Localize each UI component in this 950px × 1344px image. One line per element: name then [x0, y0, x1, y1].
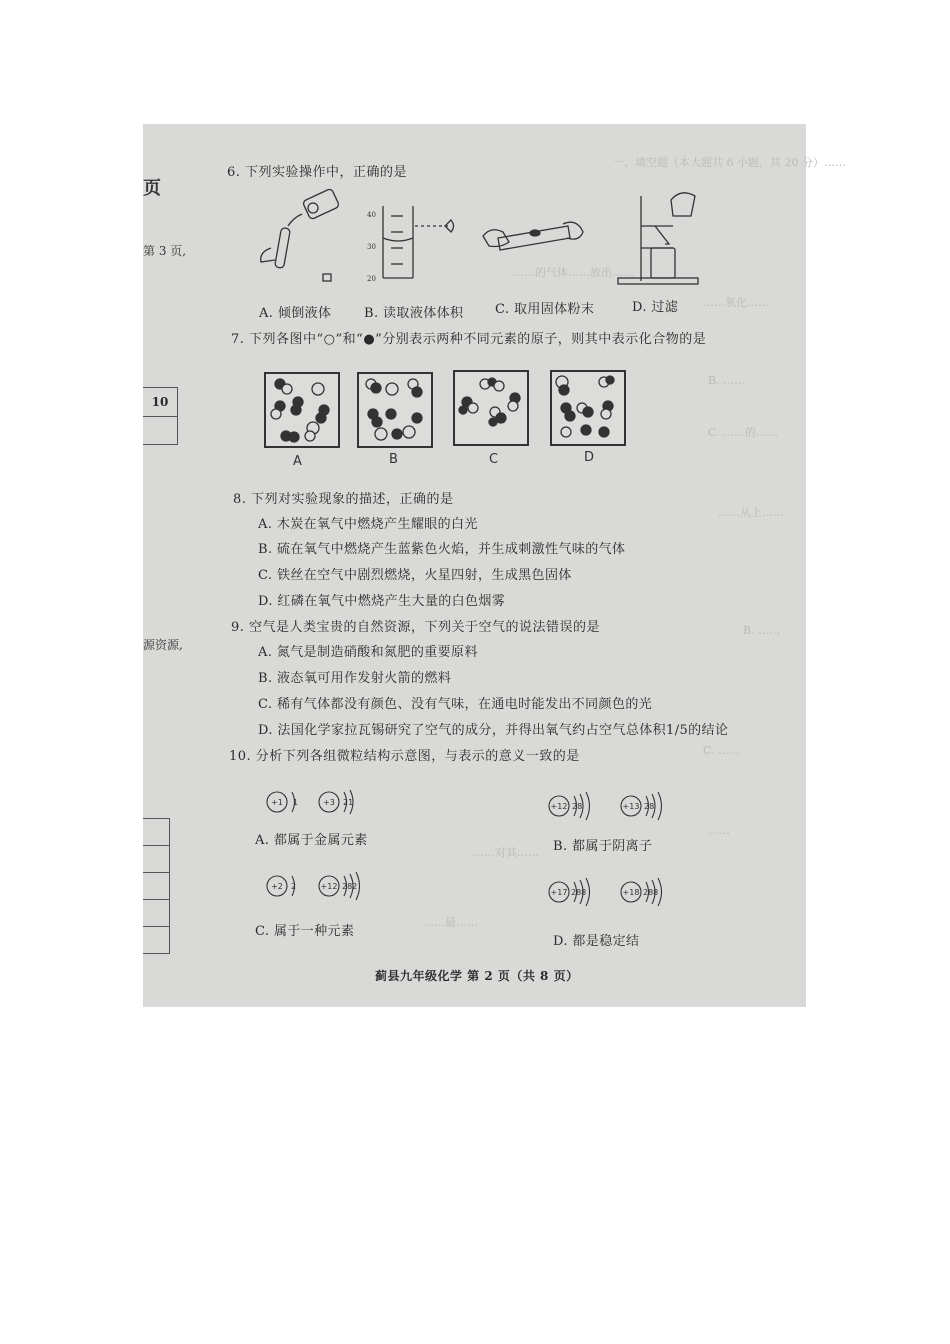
q7-label-c: C: [489, 452, 499, 467]
cylinder-mark: 20: [367, 275, 376, 283]
edge-fragment: 第 3 页,: [143, 244, 187, 258]
question-10-option-b: B. 都属于阴离子: [553, 839, 653, 854]
question-9-option-d: D. 法国化学家拉瓦锡研究了空气的成分，并得出氧气约占空气总体积1/5的结论: [258, 723, 729, 738]
question-9-option-b: B. 液态氧可用作发射火箭的燃料: [258, 671, 452, 686]
molecule-diagram-d: [552, 372, 624, 444]
atom-nucleus: +12: [320, 882, 338, 891]
atom-electrons: 28: [644, 802, 655, 811]
q10-atomic-structure-diagrams: [253, 784, 743, 914]
question-9-option-a: A. 氮气是制造硝酸和氮肥的重要原料: [258, 645, 478, 660]
question-9-stem: 9. 空气是人类宝贵的自然资源，下列关于空气的说法错误的是: [231, 620, 601, 635]
atom-electrons: 21: [343, 798, 354, 807]
atom-nucleus: +17: [550, 888, 568, 897]
question-7-stem: 7. 下列各图中“○”和“●”分别表示两种不同元素的原子，则其中表示化合物的是: [231, 332, 707, 347]
photographed-exam-page: 一、填空题（本大题共 6 小题，共 20 分）…… ……的气体……放出…… ……氧化…… B. …… C. ……的…… ……从上…… B. …… C. …… …… ……对其…… ……最…… 页 第 3 页, 10 源资源, 6. 下列实验操作中，正确的是 40 30 20 A. 倾倒液体 B. 读取液体体积 C. 取用固体粉末 D. 过滤 7. 下列各图中“○”和“●”分别表示两种不同元素的原子，则其中表示化合物的是 A B C D 8. 下列对实验现象的描述，正确的是 A. 木炭在氧气中燃烧产生耀眼的白光 B. 硫在氧气中燃烧产生蓝紫色火焰，并生成刺激性气味的气体 C. 铁丝在空气中剧烈燃烧，火星四射，生成黑色固体 D. 红磷在氧气中燃烧产生大量的白色烟雾 9. 空气是人类宝贵的自然资源，下列关于空气的说法错误的是 A. 氮气是制造硝酸和氮肥的重要原料 B. 液态氧可用作发射火箭的燃料 C. 稀有气体都没有颜色、没有气味，在通电时能发出不同颜色的光 D. 法国化学家拉瓦锡研究了空气的成分，并得出氧气约占空气总体积1/5的结论 10. 分析下列各组微粒结构示意图，与表示的意义一致的是 +1 1 +3 21 +12 28 +13 28 +2 2 +12 282 +17 288 +18 288 A. 都属于金属元素 B. 都属于阴离子 C. 属于一种元素 D. 都是稳定结 蓟县九年级化学 第 2 页（共 8 页）: [143, 124, 806, 1007]
question-6-option-d: D. 过滤: [632, 300, 679, 315]
question-8-option-d: D. 红磷在氧气中燃烧产生大量的白色烟雾: [258, 594, 506, 609]
question-10-stem: 10. 分析下列各组微粒结构示意图，与表示的意义一致的是: [229, 749, 580, 764]
q7-figure-a: [264, 372, 340, 448]
atom-nucleus: +13: [622, 802, 640, 811]
powder-sampling-illustration: [483, 222, 583, 250]
score-cell: 10: [143, 388, 177, 417]
question-6-option-c: C. 取用固体粉末: [495, 302, 595, 317]
question-9-option-c: C. 稀有气体都没有颜色、没有气味，在通电时能发出不同颜色的光: [258, 697, 653, 712]
question-10-option-d: D. 都是稳定结: [553, 934, 640, 949]
cylinder-mark: 40: [367, 211, 376, 219]
atom-electrons: 288: [643, 888, 659, 897]
atom-nucleus: +1: [271, 798, 283, 807]
pouring-liquid-illustration: [261, 188, 340, 281]
q7-figure-d: [550, 370, 626, 446]
atom-electrons: 282: [342, 882, 358, 891]
question-6-stem: 6. 下列实验操作中，正确的是: [227, 165, 408, 180]
molecule-diagram-c: [455, 372, 527, 444]
edge-fragment: 页: [143, 178, 161, 199]
filtration-illustration: [618, 193, 698, 284]
question-8-stem: 8. 下列对实验现象的描述，正确的是: [233, 492, 454, 507]
question-10-option-c: C. 属于一种元素: [255, 924, 355, 939]
atom-nucleus: +18: [622, 888, 640, 897]
atom-nucleus: +3: [323, 798, 335, 807]
question-8-option-b: B. 硫在氧气中燃烧产生蓝紫色火焰，并生成刺激性气味的气体: [258, 542, 626, 557]
atom-electrons: 2: [291, 882, 297, 891]
atom-nucleus: +2: [271, 882, 283, 891]
cylinder-mark: 30: [367, 243, 376, 251]
q7-figure-c: [453, 370, 529, 446]
edge-fragment: 源资源,: [143, 638, 183, 652]
question-8-option-c: C. 铁丝在空气中剧烈燃烧，火星四射，生成黑色固体: [258, 568, 572, 583]
q7-label-a: A: [293, 454, 302, 469]
molecule-diagram-b: [359, 374, 431, 446]
q7-label-d: D: [584, 450, 595, 465]
grading-table-fragment: [143, 818, 170, 954]
question-6-option-a: A. 倾倒液体: [259, 306, 332, 321]
graduated-cylinder-illustration: [383, 206, 454, 278]
atom-electrons: 288: [571, 888, 587, 897]
score-table-fragment: [143, 387, 178, 445]
question-10-option-a: A. 都属于金属元素: [255, 833, 368, 848]
atom-nucleus: +12: [550, 802, 568, 811]
atom-electrons: 28: [572, 802, 583, 811]
atom-electrons: 1: [293, 798, 299, 807]
q7-label-b: B: [389, 452, 398, 467]
molecule-diagram-a: [266, 374, 338, 446]
q6-apparatus-illustrations: [243, 186, 713, 286]
page-footer: 蓟县九年级化学 第 2 页（共 8 页）: [375, 969, 579, 983]
question-8-option-a: A. 木炭在氧气中燃烧产生耀眼的白光: [258, 517, 478, 532]
question-6-option-b: B. 读取液体体积: [364, 306, 464, 321]
q7-figure-b: [357, 372, 433, 448]
